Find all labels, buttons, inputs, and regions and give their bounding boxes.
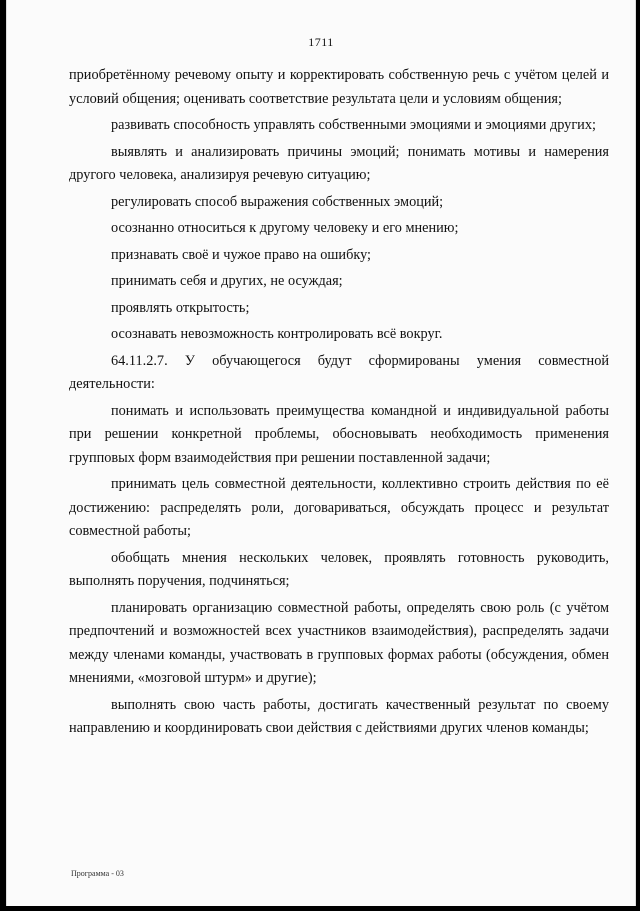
paragraph-8: проявлять открытость; [111,299,250,316]
document-body [69,64,609,744]
page-number: 1711 [308,35,334,49]
paragraph-14: планировать организацию совместной работы, определять свою роль (с учётом предпочтений и возможностей всех участников взаимодействия), распределять задачи между членами команды, участвовать в групповых формах работы (обсуждения, обмен мнениями, «мозговой штурм» и другие); [69,599,609,686]
paragraph-3: выявлять и анализировать причины эмоций; понимать мотивы и намерения другого человека, анализируя речевую ситуацию; [69,143,609,183]
paragraph-7: принимать себя и других, не осуждая; [111,273,343,289]
page-footer: Программа - 03 [71,869,124,878]
paragraph-5: осознанно относиться к другому человеку и его мнению; [111,220,459,236]
paragraph-15: выполнять свою часть работы, достигать качественный результат по своему направлению и координировать свои действия с действиями других членов команды; [69,696,609,736]
paragraph-13: обобщать мнения нескольких человек, проявлять готовность руководить, выполнять поручения, подчиняться; [69,549,609,589]
paragraph-6: признавать своё и чужое право на ошибку; [111,246,372,263]
paragraph-11: понимать и использовать преимущества командной и индивидуальной работы при решении конкретной проблемы, обосновывать необходимость применения групповых форм взаимодействия при решении поставленной задачи; [69,402,609,466]
document-page [6,0,636,906]
section-heading-64-11-2-7: 64.11.2.7. У обучающегося будут сформированы умения совместной деятельности: [69,352,609,392]
paragraph-12: принимать цель совместной деятельности, коллективно строить действия по её достижению: распределять роли, договариваться, обсуждать процесс и результат совместной работы; [69,476,609,539]
paragraph-4: регулировать способ выражения собственных эмоций; [111,193,444,210]
paragraph-2: развивать способность управлять собственными эмоциями и эмоциями других; [111,117,596,133]
paragraph-1: приобретённому речевому опыту и корректировать собственную речь с учётом целей и условий общения; оценивать соответствие результата цели и условиям общения; [69,67,609,107]
paragraph-9: осознавать невозможность контролировать всё вокруг. [111,326,443,342]
